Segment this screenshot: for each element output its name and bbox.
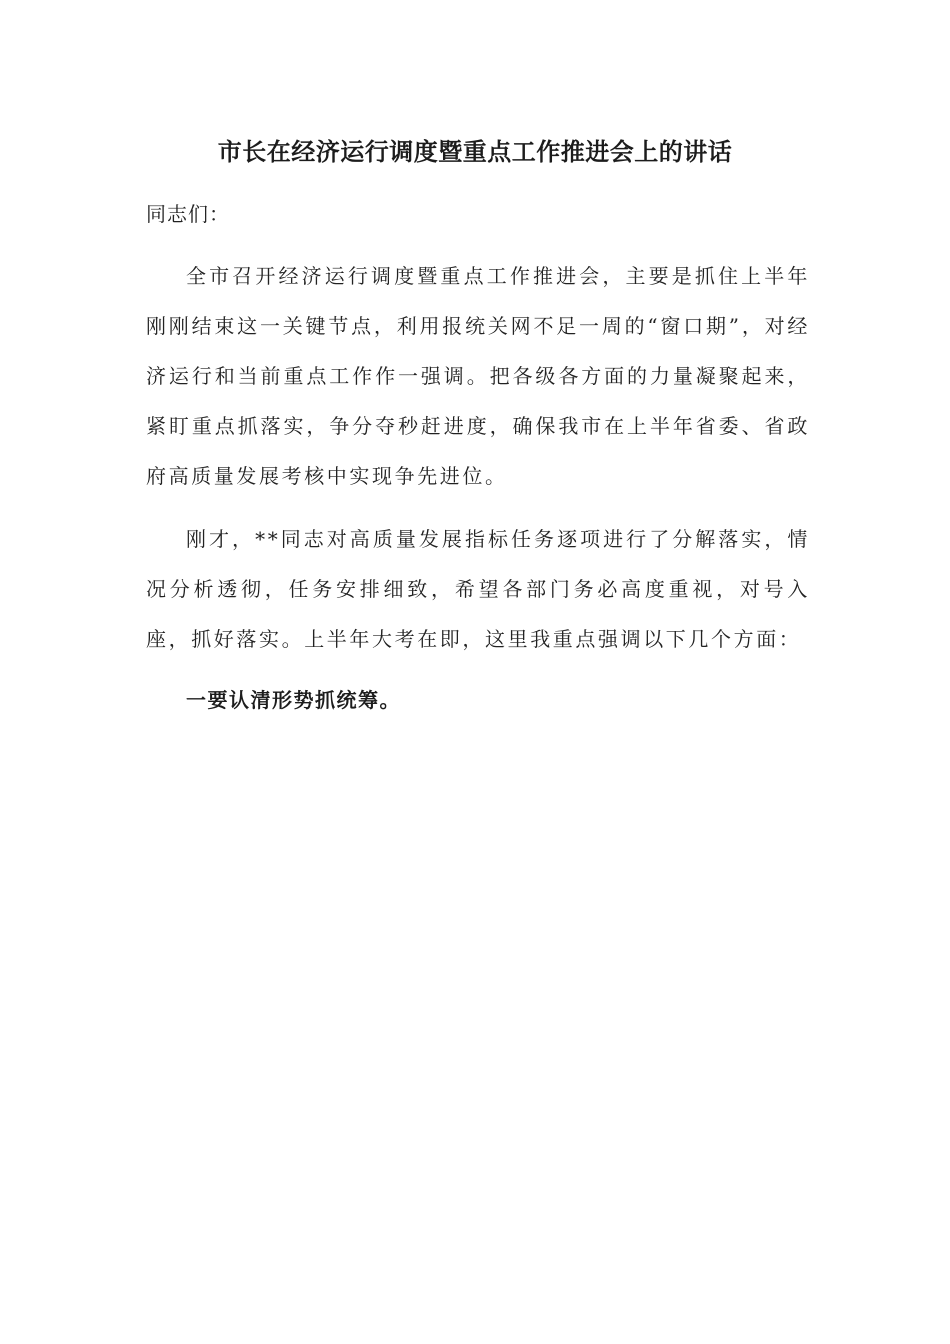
section-heading: 一要认清形势抓统筹。: [186, 688, 401, 712]
document-title: 市长在经济运行调度暨重点工作推进会上的讲话: [217, 137, 733, 166]
salutation: 同志们：: [146, 202, 230, 226]
paragraph-2: 刚才，**同志对高质量发展指标任务逐项进行了分解落实，情况分析透彻，任务安排细致，希望各部门务必高度重视，对号入座，抓好落实。上半年大考在即，这里我重点强调以下几个方面：: [146, 527, 810, 651]
paragraph-1: 全市召开经济运行调度暨重点工作推进会，主要是抓住上半年刚刚结束这一关键节点，利用报统关网不足一周的“窗口期”，对经济运行和当前重点工作作一强调。把各级各方面的力量凝聚起来，紧盯重点抓落实，争分夺秒赶进度，确保我市在上半年省委、省政府高质量发展考核中实现争先进位。: [146, 264, 810, 488]
